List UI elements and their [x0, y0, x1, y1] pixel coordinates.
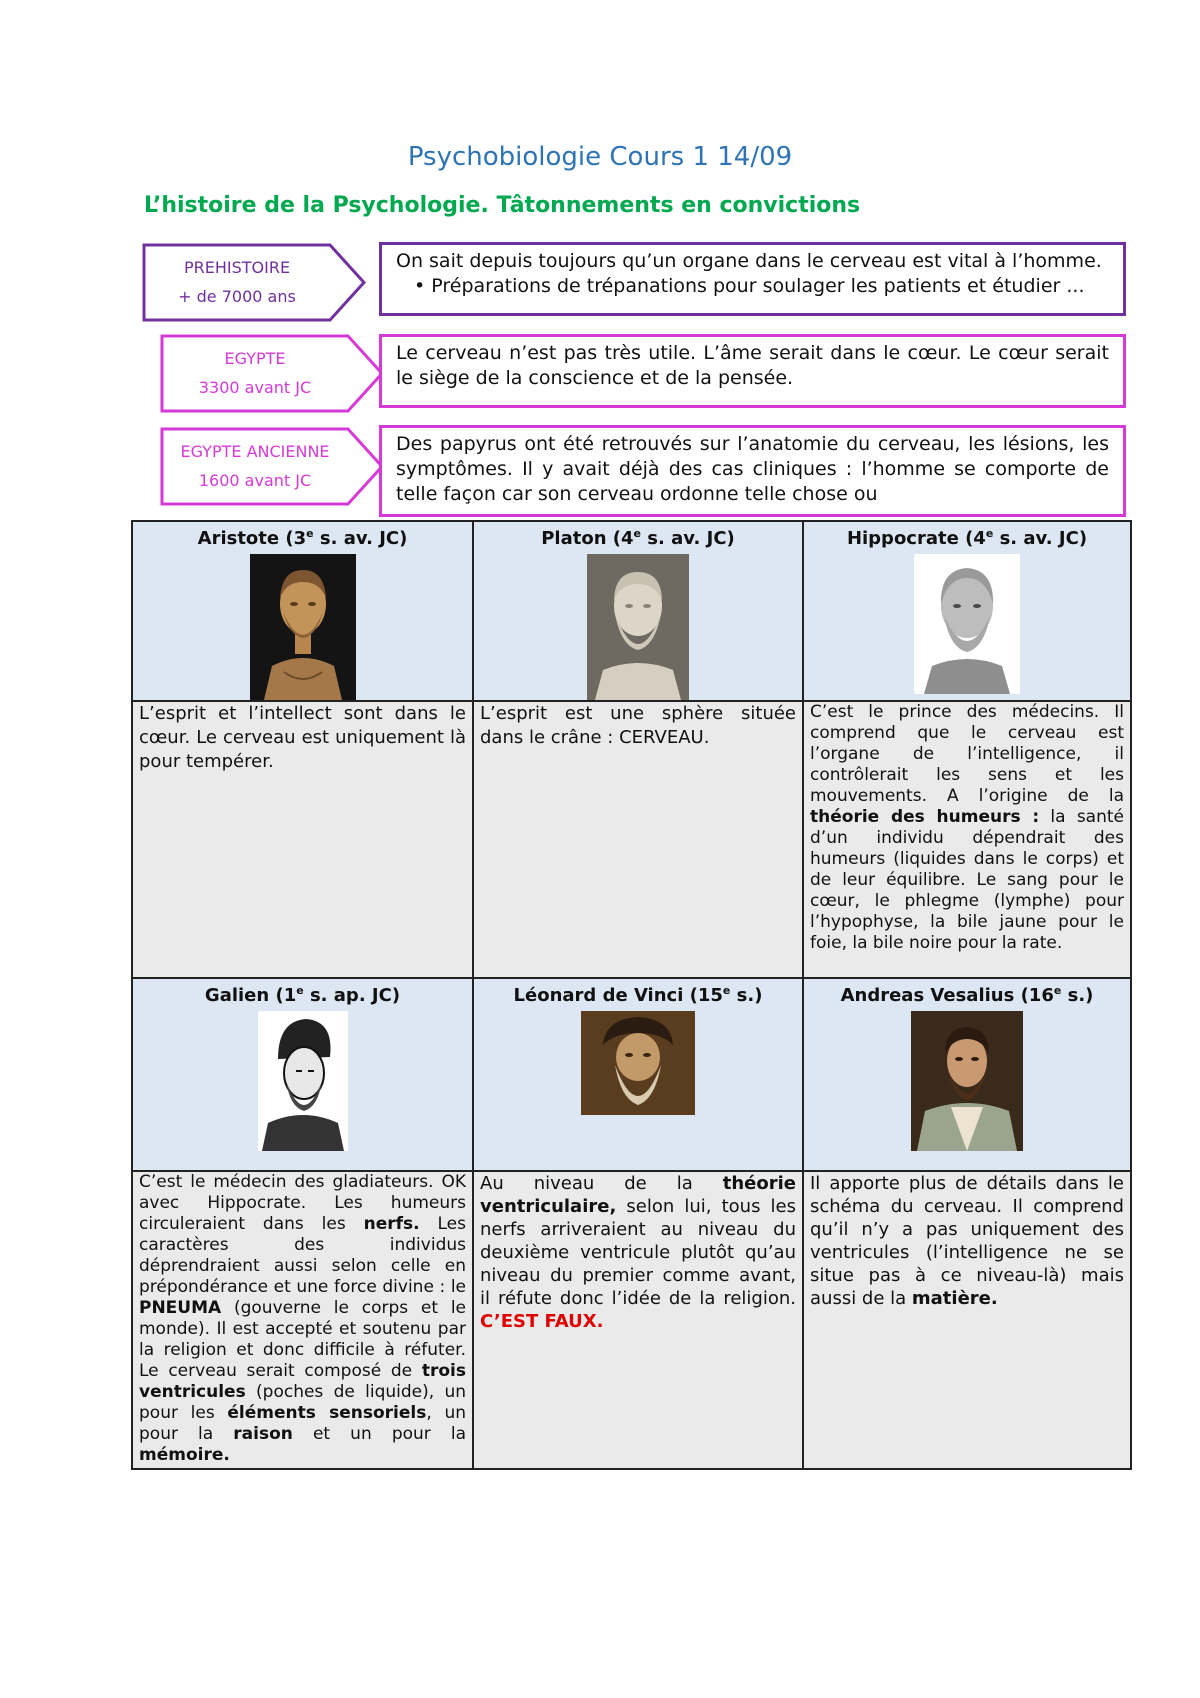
period-date: 1600 avant JC	[198, 471, 312, 490]
timeline-text-box	[379, 425, 1126, 517]
timeline-text-box	[379, 242, 1126, 316]
figure-header-cell	[803, 521, 1131, 701]
figure-text-cell	[132, 701, 473, 978]
timeline-text: Des papyrus ont été retrouvés sur l’anatomie du cerveau, les lésions, les symptômes. Il y avait déjà des cas cliniques : l’homme se comporte de telle façon car son cerveau ordonne telle chose ou	[396, 433, 1109, 505]
figure-header-cell	[132, 521, 473, 701]
figure-name	[480, 522, 796, 551]
table-row	[132, 701, 1131, 978]
timeline-arrow-prehistoire	[142, 243, 367, 322]
text-run: Au niveau de la	[480, 1173, 723, 1194]
timeline-arrow-egypte	[160, 334, 385, 413]
period-label: EGYPTE	[224, 349, 286, 368]
timeline-arrow-egypte-ancienne	[160, 427, 385, 506]
timeline-text: Le cerveau n’est pas très utile. L’âme serait dans le cœur. Le cœur serait le siège de la conscience et de la pensée.	[396, 342, 1109, 389]
text-run: C’est le prince des médecins. Il comprend que le cerveau est l’organe de l’intelligence, il contrôlerait les sens et les mouvements. A l’origine de la	[810, 702, 1124, 806]
figure-text: L’esprit est une sphère située dans le crâne : CERVEAU.	[480, 703, 796, 748]
figure-name	[480, 979, 796, 1008]
figure-name	[810, 979, 1124, 1008]
bold-run: théorie ventriculaire,	[480, 1173, 796, 1217]
figure-name-end: s.)	[730, 985, 763, 1006]
text-run: la santé d’un individu dépendrait des humeurs (liquides dans le corps) et de leur équilibre. Le sang pour le cœur, le phlegme (lymphe) pour l’hypophyse, la bile jaune pour le foie, la bile noire pour la rate.	[810, 807, 1124, 953]
figure-header-cell	[473, 978, 803, 1171]
text-run: Il apporte plus de détails dans le schéma du cerveau. Il comprend qu’il n’y a pas uniquement des ventricules (l’intelligence ne se situe pas à ce niveau-là) mais aussi de la	[810, 1173, 1124, 1309]
page-subtitle: L’histoire de la Psychologie. Tâtonnements en convictions	[144, 193, 861, 218]
figure-name-sup: e	[1053, 984, 1062, 997]
figure-name-part: Platon (4	[541, 528, 634, 549]
figure-header-cell	[132, 978, 473, 1171]
figure-name-part: Galien (1	[204, 985, 297, 1006]
figure-header-cell	[473, 521, 803, 701]
figure-name	[139, 979, 466, 1008]
figure-name-sup: e	[985, 527, 994, 540]
figure-text	[810, 702, 1124, 954]
timeline-text: On sait depuis toujours qu’un organe dans le cerveau est vital à l’homme.	[396, 250, 1102, 272]
hippocrates-bust-icon	[914, 554, 1020, 694]
text-run: (poches de liquide), un pour les	[139, 1382, 466, 1423]
page-title: Psychobiologie Cours 1 14/09	[407, 142, 793, 172]
bold-run: trois ventricules	[139, 1361, 466, 1402]
figure-name	[810, 522, 1124, 551]
figure-name-sup: e	[633, 527, 642, 540]
figures-table	[131, 520, 1132, 1470]
bold-run: nerfs.	[363, 1214, 420, 1234]
figure-name-end: s. av. JC)	[641, 528, 735, 549]
figure-name-part: Aristote (3	[197, 528, 307, 549]
timeline-text-cut-content: Préparations de trépanations pour soulager les patients et étudier ...	[431, 275, 1085, 297]
figure-name-end: s. ap. JC)	[303, 985, 401, 1006]
text-run: C’est le médecin des gladiateurs. OK avec Hippocrate. Les humeurs circuleraient dans les	[139, 1172, 466, 1234]
figure-text	[810, 1172, 1124, 1310]
figure-name-end: s. av. JC)	[313, 528, 408, 549]
text-run: selon lui, tous les nerfs arriveraient au niveau du deuxième ventricule plutôt qu’au niveau du premier comme avant, il réfute donc l’idée de la religion.	[480, 1196, 796, 1309]
text-run: (gouverne le corps et le monde). Il est accepté et soutenu par la religion et donc difficile à réfuter. Le cerveau serait composé de	[139, 1298, 466, 1381]
bold-run: mémoire.	[139, 1445, 230, 1465]
period-label: EGYPTE ANCIENNE	[180, 442, 330, 461]
bold-run: matière.	[911, 1288, 998, 1309]
da-vinci-portrait-icon	[581, 1011, 695, 1115]
timeline-text-box	[379, 334, 1126, 408]
bold-run: PNEUMA	[139, 1298, 222, 1318]
figure-text: L’esprit et l’intellect sont dans le cœur. Le cerveau est uniquement là pour tempérer.	[139, 703, 466, 772]
bold-run: éléments sensoriels	[227, 1403, 427, 1423]
figure-text	[480, 1172, 796, 1333]
bold-run: théorie des humeurs :	[810, 807, 1040, 827]
figure-name	[139, 522, 466, 551]
figure-text-cell	[803, 701, 1131, 978]
text-run: Les caractères des individus déprendraient aussi selon celle en prépondérance et une force divine : le	[139, 1214, 466, 1297]
timeline-text-cut: • Préparations de trépanations pour soulager les patients et étudier ...	[414, 275, 1085, 297]
figure-name-sup: e	[722, 984, 731, 997]
table-row	[132, 521, 1131, 701]
figure-name-part: Andreas Vesalius (16	[840, 985, 1054, 1006]
figure-text-cell	[132, 1171, 473, 1469]
figure-name-sup: e	[296, 984, 304, 997]
period-date: 3300 avant JC	[198, 378, 312, 397]
figure-name-end: s.)	[1061, 985, 1094, 1006]
figure-text	[139, 1172, 466, 1466]
figure-text-cell	[803, 1171, 1131, 1469]
figure-header-cell	[803, 978, 1131, 1171]
figure-name-part: Hippocrate (4	[846, 528, 986, 549]
figure-text-cell	[473, 701, 803, 978]
figure-name-sup: e	[306, 527, 314, 540]
period-label: PREHISTOIRE	[183, 258, 291, 277]
warning-text: C’EST FAUX.	[480, 1311, 604, 1332]
bold-run: raison	[233, 1424, 293, 1444]
galen-engraving-icon	[258, 1011, 348, 1151]
plato-bust-icon	[587, 554, 689, 700]
vesalius-portrait-icon	[911, 1011, 1023, 1151]
text-run: et un pour la	[292, 1424, 466, 1444]
table-row	[132, 978, 1131, 1171]
figure-name-part: Léonard de Vinci (15	[513, 985, 723, 1006]
figure-text-cell	[473, 1171, 803, 1469]
table-row	[132, 1171, 1131, 1469]
text-run: , un pour la	[139, 1403, 466, 1444]
period-date: + de 7000 ans	[178, 287, 296, 306]
aristotle-bust-icon	[250, 554, 356, 700]
figure-name-end: s. av. JC)	[993, 528, 1088, 549]
